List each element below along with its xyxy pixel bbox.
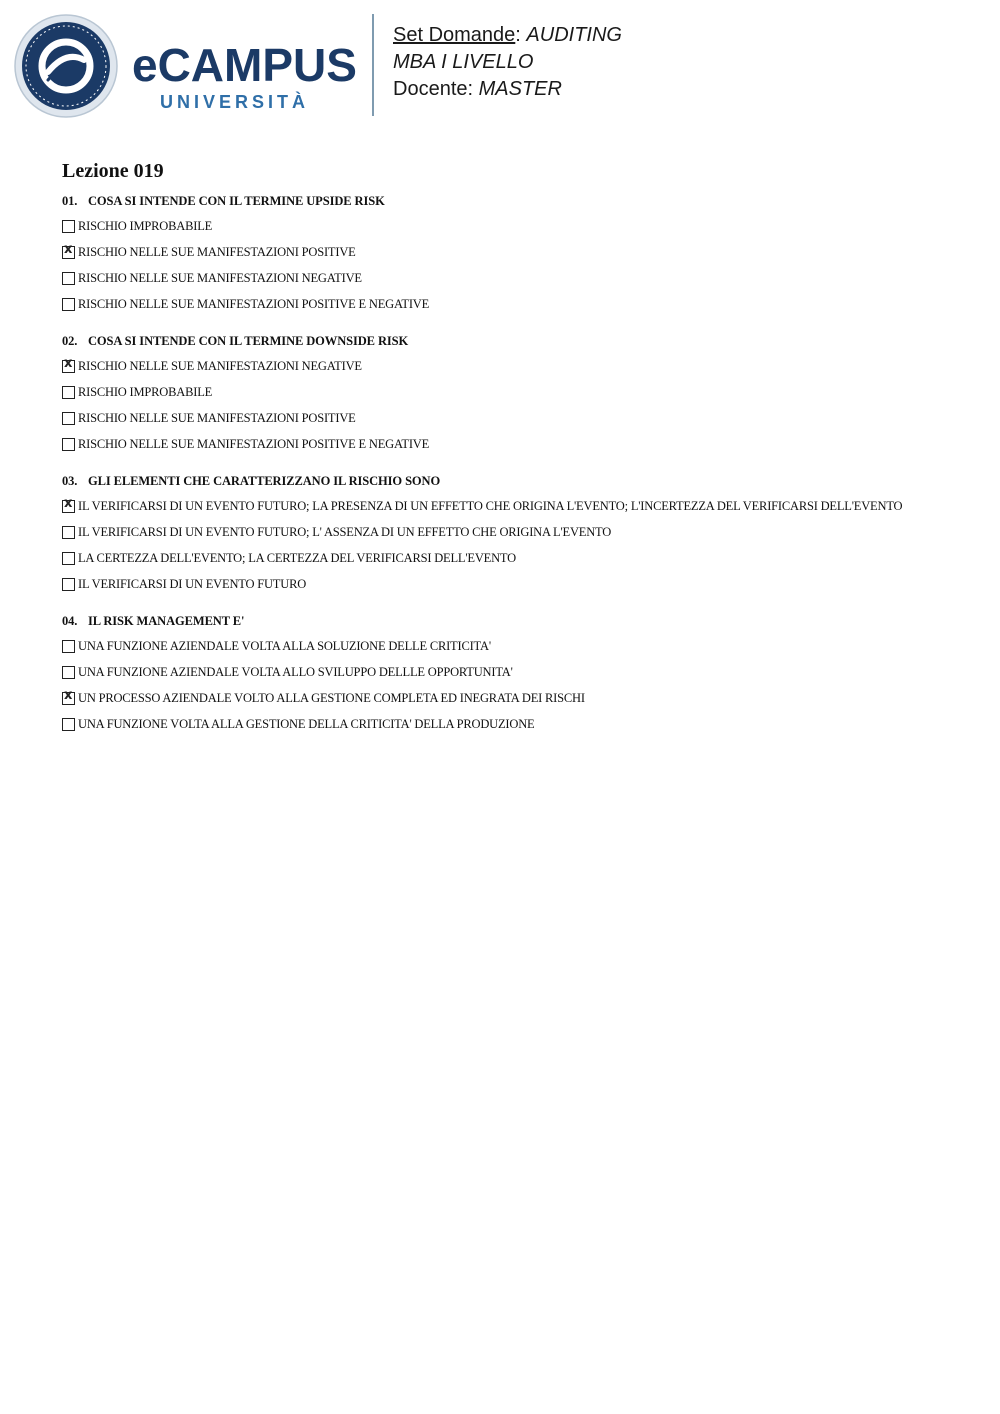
answer-option[interactable] <box>62 385 942 400</box>
set-line: Set Domande: AUDITING <box>393 24 622 46</box>
answer-text: RISCHIO NELLE SUE MANIFESTAZIONI NEGATIVE <box>78 359 362 373</box>
checkbox[interactable] <box>62 578 75 591</box>
answer-option[interactable] <box>62 219 942 234</box>
checkbox[interactable] <box>62 552 75 565</box>
answer-text: RISCHIO NELLE SUE MANIFESTAZIONI POSITIVE E NEGATIVE <box>78 437 430 451</box>
answer-option[interactable] <box>62 245 942 260</box>
question-text: GLI ELEMENTI CHE CARATTERIZZANO IL RISCHIO SONO <box>88 474 441 488</box>
checkbox[interactable] <box>62 666 75 679</box>
checked-checkbox[interactable] <box>62 692 75 705</box>
question-text: COSA SI INTENDE CON IL TERMINE UPSIDE RISK <box>88 194 385 208</box>
set-info <box>393 22 622 103</box>
checked-checkbox[interactable] <box>62 500 75 513</box>
checkbox[interactable] <box>62 272 75 285</box>
lesson-title: Lezione 019 <box>62 160 164 182</box>
answer-option[interactable] <box>62 297 942 312</box>
question-title <box>62 194 942 209</box>
course-line <box>393 49 622 76</box>
question-number: 03. <box>62 474 78 488</box>
answer-text: RISCHIO NELLE SUE MANIFESTAZIONI NEGATIVE <box>78 271 362 285</box>
answer-text: IL VERIFICARSI DI UN EVENTO FUTURO <box>78 577 307 591</box>
answer-option[interactable] <box>62 359 942 374</box>
answer-text: IL VERIFICARSI DI UN EVENTO FUTURO; LA PRESENZA DI UN EFFETTO CHE ORIGINA L'EVENTO; L'INCERTEZZA DEL VERIFICARSI DELL'EVENTO <box>78 499 903 513</box>
question-text: IL RISK MANAGEMENT E' <box>88 614 245 628</box>
answer-text: UNA FUNZIONE VOLTA ALLA GESTIONE DELLA CRITICITA' DELLA PRODUZIONE <box>78 717 535 731</box>
set-value: AUDITING <box>526 24 622 46</box>
answer-option[interactable] <box>62 411 942 426</box>
answer-option[interactable] <box>62 639 942 654</box>
question-block <box>62 614 942 732</box>
question-block <box>62 194 942 312</box>
checkbox[interactable] <box>62 386 75 399</box>
question-block <box>62 474 942 592</box>
answer-text: RISCHIO IMPROBABILE <box>78 385 213 399</box>
answer-text: RISCHIO NELLE SUE MANIFESTAZIONI POSITIVE E NEGATIVE <box>78 297 430 311</box>
logo-subtext: UNIVERSITÀ <box>160 92 310 112</box>
checkbox[interactable] <box>62 640 75 653</box>
question-number: 04. <box>62 614 78 628</box>
answer-text: UNA FUNZIONE AZIENDALE VOLTA ALLA SOLUZIONE DELLE CRITICITA' <box>78 639 491 653</box>
answer-option[interactable] <box>62 717 942 732</box>
header-divider <box>372 14 374 116</box>
checkbox[interactable] <box>62 526 75 539</box>
answer-text: RISCHIO IMPROBABILE <box>78 219 213 233</box>
answer-text: RISCHIO NELLE SUE MANIFESTAZIONI POSITIVE <box>78 245 356 259</box>
question-list <box>62 194 942 732</box>
answer-option[interactable] <box>62 271 942 286</box>
checkbox[interactable] <box>62 220 75 233</box>
checkbox[interactable] <box>62 438 75 451</box>
answer-option[interactable] <box>62 525 942 540</box>
question-text: COSA SI INTENDE CON IL TERMINE DOWNSIDE RISK <box>88 334 409 348</box>
checkbox[interactable] <box>62 298 75 311</box>
question-title <box>62 474 942 489</box>
ecampus-logo <box>14 14 359 118</box>
course-name: MBA I LIVELLO <box>393 51 534 73</box>
teacher-value: MASTER <box>478 78 562 100</box>
checked-checkbox[interactable] <box>62 246 75 259</box>
answer-text: UN PROCESSO AZIENDALE VOLTO ALLA GESTIONE COMPLETA ED INEGRATA DEI RISCHI <box>78 691 585 705</box>
teacher-label: Docente: <box>393 78 474 100</box>
question-title <box>62 334 942 349</box>
quiz-content <box>62 160 942 754</box>
answer-text: LA CERTEZZA DELL'EVENTO; LA CERTEZZA DEL VERIFICARSI DELL'EVENTO <box>78 551 516 565</box>
checkbox[interactable] <box>62 718 75 731</box>
checkbox[interactable] <box>62 412 75 425</box>
teacher-line <box>393 76 622 103</box>
answer-text: RISCHIO NELLE SUE MANIFESTAZIONI POSITIVE <box>78 411 356 425</box>
answer-option[interactable] <box>62 665 942 680</box>
logo-wordmark: eCAMPUS <box>132 39 357 91</box>
answer-option[interactable] <box>62 499 942 514</box>
set-label: Set Domande <box>393 24 516 46</box>
question-title <box>62 614 942 629</box>
question-number: 02. <box>62 334 78 348</box>
checked-checkbox[interactable] <box>62 360 75 373</box>
answer-option[interactable] <box>62 577 942 592</box>
answer-option[interactable] <box>62 437 942 452</box>
question-block <box>62 334 942 452</box>
answer-text: UNA FUNZIONE AZIENDALE VOLTA ALLO SVILUPPO DELLLE OPPORTUNITA' <box>78 665 513 679</box>
answer-option[interactable] <box>62 551 942 566</box>
answer-option[interactable] <box>62 691 942 706</box>
answer-text: IL VERIFICARSI DI UN EVENTO FUTURO; L' ASSENZA DI UN EFFETTO CHE ORIGINA L'EVENTO <box>78 525 612 539</box>
question-number: 01. <box>62 194 78 208</box>
